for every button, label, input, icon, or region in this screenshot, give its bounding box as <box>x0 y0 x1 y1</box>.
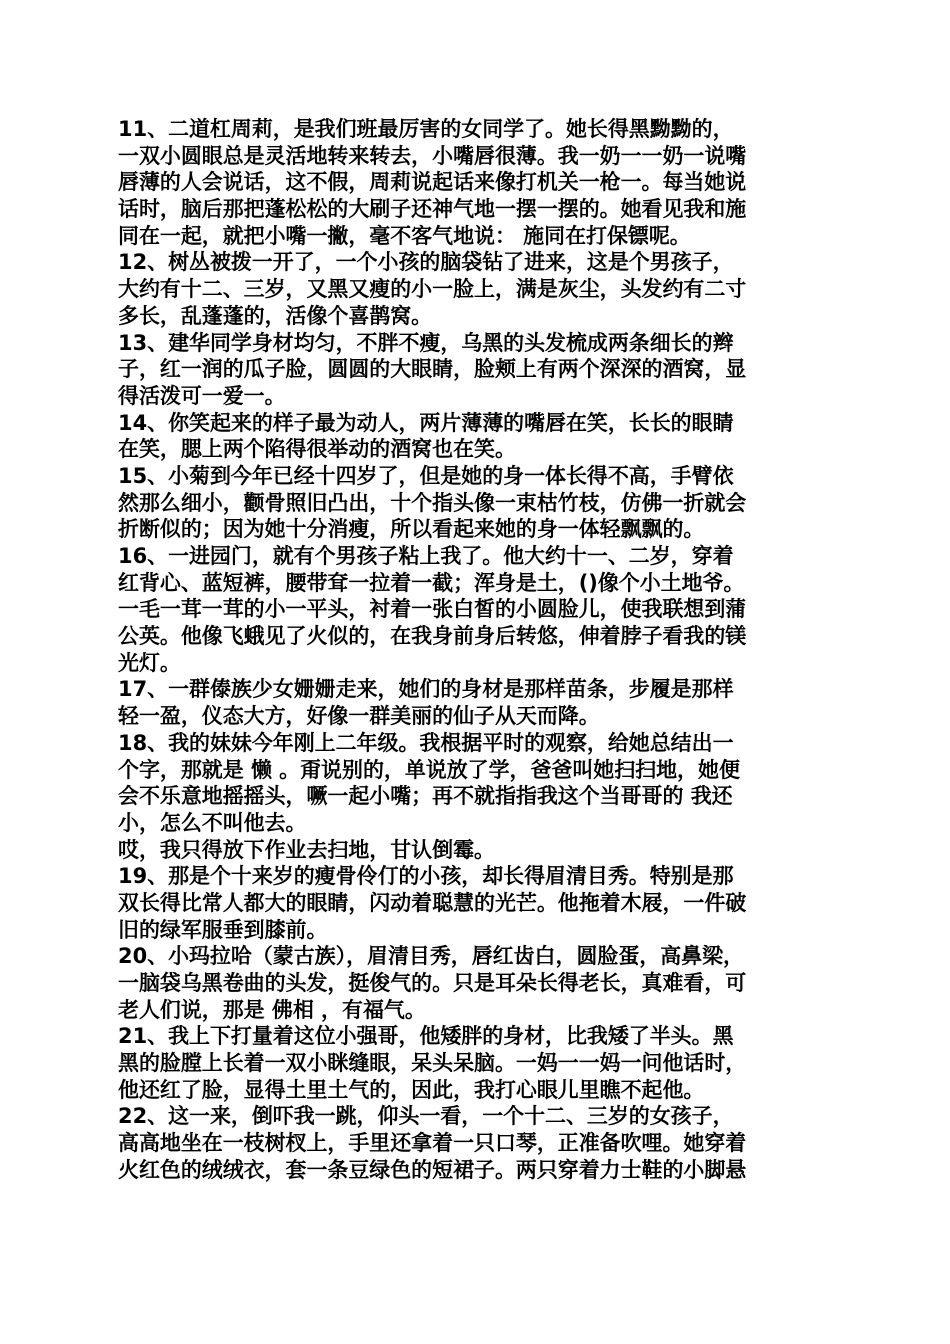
text-line: 在笑，腮上两个陷得很举动的酒窝也在笑。 <box>118 437 516 462</box>
text-line: 13、建华同学身材均匀，不胖不瘦，乌黑的头发梳成两条细长的辫 <box>118 330 734 355</box>
text-line: 21、我上下打量着这位小强哥，他矮胖的身材，比我矮了半头。黑 <box>118 1024 734 1049</box>
text-line: 12、树丛被拨一开了，一个小孩的脑袋钻了进来，这是个男孩子， <box>118 250 734 275</box>
text-line: 他还红了脸，显得土里土气的，因此，我打心眼儿里瞧不起他。 <box>118 1077 705 1102</box>
text-line: 得活泼可一爱一。 <box>118 383 286 408</box>
text-line: 同在一起，就把小嘴一撇，毫不客气地说： 施同在打保镖呢。 <box>118 223 691 248</box>
text-line: 20、小玛拉哈（蒙古族），眉清目秀，唇红齿白，圆脸蛋，高鼻梁， <box>118 944 744 969</box>
text-line: 19、那是个十来岁的瘦骨伶仃的小孩，却长得眉清目秀。特别是那 <box>118 864 734 889</box>
text-line: 个字，那就是 懒 。甭说别的，单说放了学，爸爸叫她扫扫地，她便 <box>118 757 740 782</box>
text-line: 双长得比常人都大的眼睛，闪动着聪慧的光芒。他拖着木屐，一件破 <box>118 890 747 915</box>
document-body <box>118 116 838 1184</box>
text-line: 17、一群傣族少女姗姗走来，她们的身材是那样苗条，步履是那样 <box>118 677 734 702</box>
text-line: 会不乐意地摇摇头，噘一起小嘴；再不就指指我这个当哥哥的 我还 <box>118 784 733 809</box>
text-line: 哎，我只得放下作业去扫地，甘认倒霉。 <box>118 837 495 862</box>
text-line: 轻一盈，仪态大方，好像一群美丽的仙子从天而降。 <box>118 704 600 729</box>
text-line: 15、小菊到今年已经十四岁了，但是她的身一体长得不高，手臂依 <box>118 463 734 488</box>
text-line: 18、我的妹妹今年刚上二年级。我根据平时的观察，给她总结出一 <box>118 730 734 755</box>
text-line: 11、二道杠周莉，是我们班最厉害的女同学了。她长得黑黝黝的， <box>118 117 734 141</box>
text-line: 一脑袋乌黑卷曲的头发，挺俊气的。只是耳朵长得老长，真难看，可 <box>118 971 747 995</box>
text-line: 高高地坐在一枝树杈上，手里还拿着一只口琴，正准备吹哩。她穿着 <box>118 1131 747 1156</box>
text-line: 老人们说，那是 佛相 ，有福气。 <box>118 997 426 1022</box>
text-line: 黑的脸膛上长着一双小眯缝眼，呆头呆脑。一妈一一妈一问他话时， <box>118 1051 747 1076</box>
text-line: 大约有十二、三岁，又黑又瘦的小一脸上，满是灰尘，头发约有二寸 <box>118 277 747 302</box>
text-line: 唇薄的人会说话，这不假，周莉说起话来像打机关一枪一。每当她说 <box>118 170 747 195</box>
text-line: 折断似的；因为她十分消瘦，所以看起来她的身一体轻飘飘的。 <box>118 517 705 542</box>
text-line: 火红色的绒绒衣，套一条豆绿色的短裙子。两只穿着力士鞋的小脚悬 <box>118 1157 747 1182</box>
text-line: 16、一进园门，就有个男孩子粘上我了。他大约十一、二岁，穿着 <box>118 544 734 568</box>
text-line: 22、这一来，倒吓我一跳，仰头一看，一个十二、三岁的女孩子， <box>118 1104 734 1129</box>
text-line: 话时，脑后那把蓬松松的大刷子还神气地一摆一摆的。她看见我和施 <box>118 197 747 222</box>
text-line: 旧的绿军服垂到膝前。 <box>118 917 328 942</box>
text-line: 小，怎么不叫他去。 <box>118 810 307 835</box>
text-line: 然那么细小，颧骨照旧凸出，十个指头像一束枯竹枝，仿佛一折就会 <box>118 490 747 515</box>
text-line: 14、你笑起来的样子最为动人，两片薄薄的嘴唇在笑，长长的眼睛 <box>118 410 734 435</box>
text-line: 一毛一茸一茸的小一平头，衬着一张白皙的小圆脸儿，使我联想到蒲 <box>118 597 747 622</box>
text-line: 公英。他像飞蛾见了火似的，在我身前身后转悠，伸着脖子看我的镁 <box>118 624 747 649</box>
text-line: 多长，乱蓬蓬的，活像个喜鹊窝。 <box>118 303 433 328</box>
text-line: 子，红一润的瓜子脸，圆圆的大眼睛，脸颊上有两个深深的酒窝，显 <box>118 357 747 382</box>
text-line: 一双小圆眼总是灵活地转来转去，小嘴唇很薄。我一奶一一奶一说嘴 <box>118 143 747 168</box>
text-line: 光灯。 <box>118 650 181 675</box>
text-line: 红背心、蓝短裤，腰带耷一拉着一截；浑身是土，()像个小土地爷。 <box>118 570 745 595</box>
